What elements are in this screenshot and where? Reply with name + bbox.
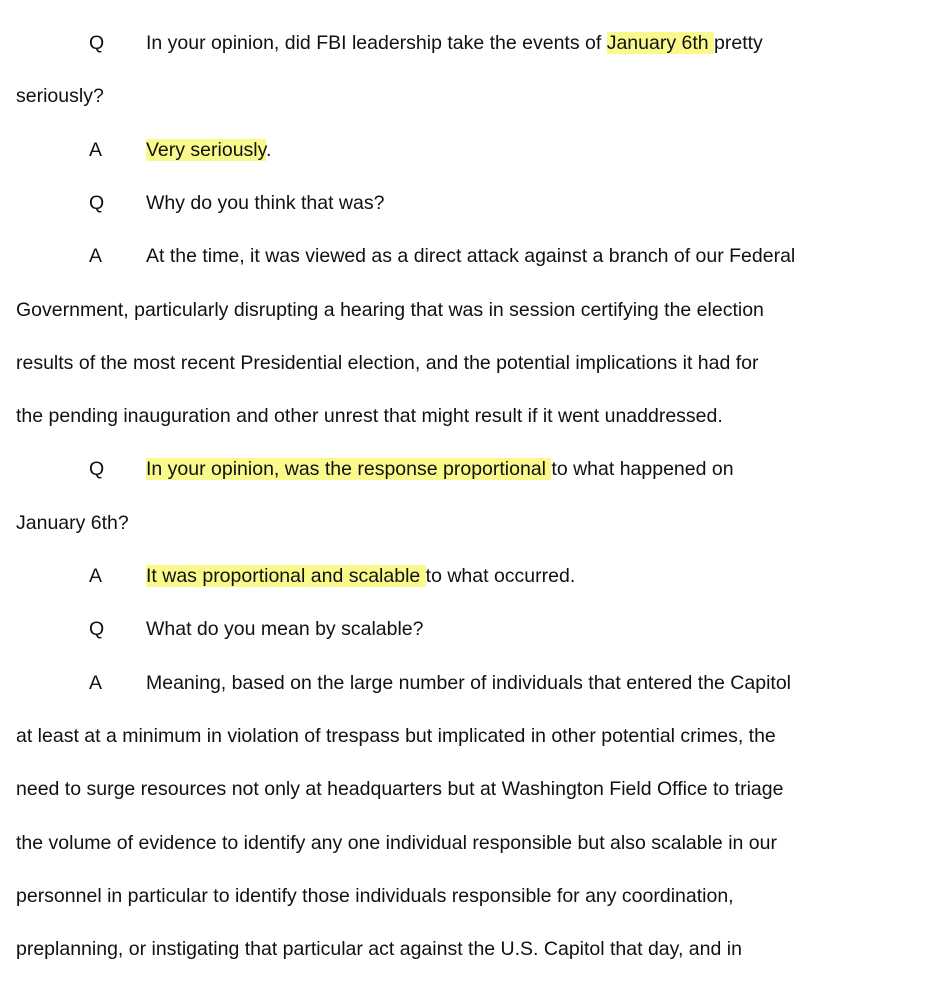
transcript-line	[0, 348, 936, 378]
transcript-line	[0, 668, 936, 698]
line-text	[146, 454, 734, 484]
question-label: Q	[89, 458, 105, 481]
line-text	[16, 934, 742, 964]
transcript-line	[0, 828, 936, 858]
text-segment: .	[265, 138, 272, 161]
text-segment: the pending inauguration and other unrest that might result if it went unaddressed.	[16, 405, 723, 428]
question-label: Q	[89, 618, 105, 641]
line-text	[16, 881, 734, 911]
text-segment: January 6th?	[16, 511, 129, 534]
line-text	[16, 828, 777, 858]
transcript-line	[0, 614, 936, 644]
text-segment: Meaning, based on the large number of individuals that entered the Capitol	[146, 671, 792, 694]
text-segment: the volume of evidence to identify any one individual responsible but also scalable in our	[16, 831, 777, 854]
highlighted-text: It was proportional and scalable	[146, 565, 426, 587]
line-text	[16, 348, 759, 378]
line-text	[16, 295, 764, 325]
text-segment: What do you mean by scalable?	[146, 618, 424, 641]
answer-label: A	[89, 565, 103, 587]
text-segment: Why do you think that was?	[146, 191, 385, 214]
question-label: Q	[89, 32, 105, 54]
line-text	[146, 668, 791, 698]
text-segment: seriously?	[16, 85, 104, 108]
transcript-line	[0, 934, 936, 964]
transcript-line	[0, 28, 936, 58]
answer-label: A	[89, 245, 103, 268]
line-text	[16, 774, 783, 804]
line-text	[146, 241, 795, 271]
highlighted-text: In your opinion, was the response proportional	[146, 458, 552, 481]
line-text	[16, 81, 104, 111]
answer-label: A	[89, 138, 103, 161]
line-text	[16, 721, 776, 751]
transcript-line	[0, 508, 936, 538]
text-segment: to what happened on	[551, 458, 734, 481]
highlighted-text: Very seriously	[146, 138, 266, 161]
transcript-line	[0, 774, 936, 804]
transcript-line	[0, 561, 936, 591]
text-segment: need to surge resources not only at headquarters but at Washington Field Office to triage	[16, 778, 784, 801]
text-segment: pretty	[714, 32, 763, 54]
transcript-line	[0, 188, 936, 218]
text-segment: At the time, it was viewed as a direct attack against a branch of our Federal	[146, 245, 796, 268]
transcript-line	[0, 135, 936, 165]
transcript-line	[0, 295, 936, 325]
text-segment: to what occurred.	[425, 565, 576, 587]
line-text	[146, 614, 424, 644]
text-segment: preplanning, or instigating that particular act against the U.S. Capitol that day, and in	[16, 938, 742, 961]
answer-label: A	[89, 671, 103, 694]
line-text	[146, 28, 763, 58]
line-text	[16, 401, 723, 431]
transcript-line	[0, 454, 936, 484]
line-text	[146, 561, 575, 591]
text-segment: In your opinion, did FBI leadership take the events of	[146, 32, 607, 54]
transcript-line	[0, 401, 936, 431]
transcript-line	[0, 881, 936, 911]
transcript-line	[0, 241, 936, 271]
line-text	[146, 135, 271, 165]
transcript-line	[0, 721, 936, 751]
line-text	[16, 508, 129, 538]
text-segment: results of the most recent Presidential election, and the potential implications it had for	[16, 351, 759, 374]
highlighted-text: January 6th	[606, 32, 715, 54]
text-segment: at least at a minimum in violation of trespass but implicated in other potential crimes, the	[16, 724, 776, 747]
question-label: Q	[89, 191, 105, 214]
transcript-line	[0, 81, 936, 111]
text-segment: personnel in particular to identify those individuals responsible for any coordination,	[16, 884, 734, 907]
text-segment: Government, particularly disrupting a hearing that was in session certifying the election	[16, 298, 764, 321]
line-text	[146, 188, 384, 218]
